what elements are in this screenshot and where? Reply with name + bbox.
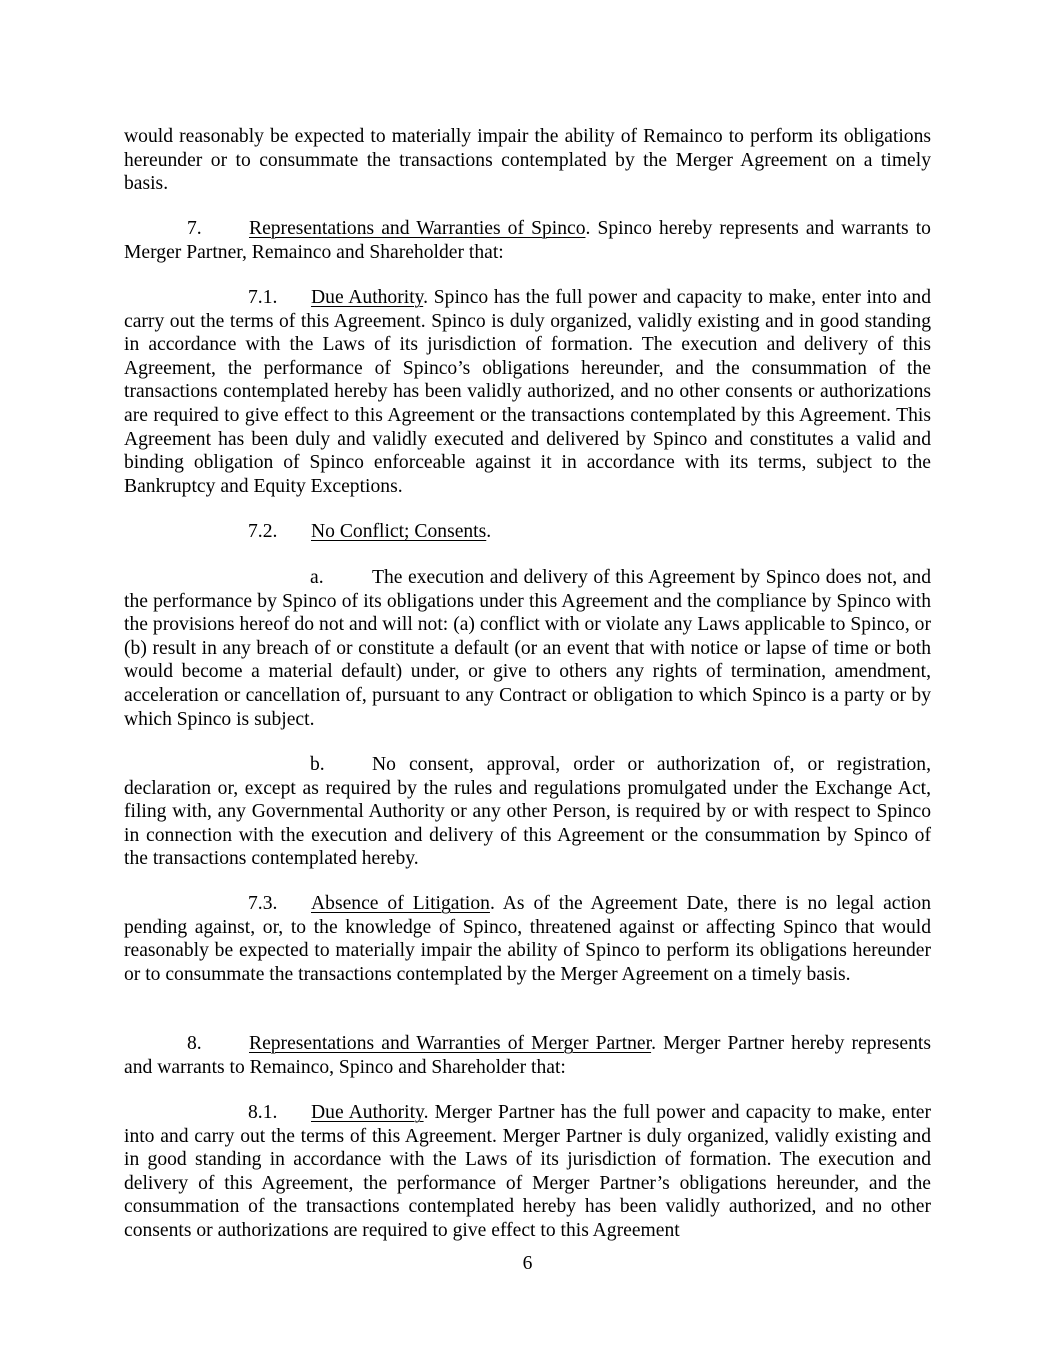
section-text: . Merger Partner hereby represents and warrants to Remainco, Spinco and Shareholder that: (124, 1033, 931, 1078)
section-8-1 (124, 1101, 931, 1243)
section-heading: No Conflict; Consents (311, 521, 487, 542)
section-number: 7.2. (248, 521, 278, 542)
section-7-2-a (124, 566, 931, 731)
section-text: . (486, 521, 492, 542)
section-heading: Representations and Warranties of Spinco (249, 218, 586, 239)
section-number: 7.3. (248, 893, 278, 914)
page-number: 6 (522, 1253, 533, 1274)
section-7-2-b (124, 753, 931, 871)
section-number: 8.1. (248, 1102, 278, 1123)
paragraph-text: would reasonably be expected to materially impair the ability of Remainco to perform its obligations hereunder or to consummate the transactions contemplated by the Merger Agreement on a timely basis. (124, 126, 931, 195)
section-text: . Spinco hereby represents and warrants to Merger Partner, Remainco and Shareholder that: (124, 218, 931, 263)
section-8 (124, 1032, 931, 1079)
clause-letter: a. (310, 567, 324, 588)
section-heading: Due Authority (311, 1102, 424, 1123)
section-text: . As of the Agreement Date, there is no legal action pending against, or, to the knowledge of Spinco, threatened against or affecting Spinco that would reasonably be expected to materially impair the ability of Spinco to perform its obligations hereunder or to consummate the transactions contemplated by the Merger Agreement on a timely basis. (124, 893, 931, 985)
section-number: 7. (187, 218, 202, 239)
section-number: 7.1. (248, 287, 278, 308)
section-number: 8. (187, 1033, 202, 1054)
section-7-2 (124, 520, 931, 544)
section-7 (124, 217, 931, 264)
section-7-3 (124, 892, 931, 986)
clause-text: No consent, approval, order or authorization of, or registration, declaration or, except as required by the rules and regulations promulgated under the Exchange Act, filing with, any Governmental Authority or any other Person, is required by or with respect to Spinco in connection with the execution and delivery of this Agreement or the consummation by Spinco of the transactions contemplated hereby. (124, 754, 931, 870)
section-text: . Merger Partner has the full power and capacity to make, enter into and carry out the terms of this Agreement. Merger Partner is duly organized, validly existing and in good standing in accordance with the Laws of its jurisdiction of formation. The execution and delivery of this Agreement, the performance of Merger Partner’s obligations hereunder, and the consummation of the transactions contemplated hereby has been validly authorized, and no other consents or authorizations are required to give effect to this Agreement (124, 1102, 932, 1241)
section-heading: Absence of Litigation (311, 893, 490, 914)
section-text: . Spinco has the full power and capacity to make, enter into and carry out the terms of this Agreement. Spinco is duly organized, validly existing and in good standing in accordance with the Laws of its jurisdiction of formation. The execution and delivery of this Agreement, the performance of Spinco’s obligations hereunder, and the consummation of the transactions contemplated hereby has been validly authorized, and no other consents or authorizations are required to give effect to this Agreement or the transactions contemplated by this Agreement. This Agreement has been duly and validly executed and delivered by Spinco and constitutes a valid and binding obligation of Spinco enforceable against it in accordance with its terms, subject to the Bankruptcy and Equity Exceptions. (124, 287, 931, 497)
section-heading: Due Authority (311, 287, 424, 308)
section-7-1 (124, 286, 931, 498)
paragraph-continuation (124, 125, 931, 196)
clause-text: The execution and delivery of this Agreement by Spinco does not, and the performance by Spinco of its obligations under this Agreement and the compliance by Spinco with the provisions hereof do not and will not: (a) conflict with or violate any Laws applicable to Spinco, or (b) result in any breach of or constitute a default (or an event that with notice or lapse of time or both would become a material default) under, or give to others any rights of termination, amendment, acceleration or cancellation of, pursuant to any Contract or obligation to which Spinco is a party or by which Spinco is subject. (124, 567, 931, 730)
clause-letter: b. (310, 754, 325, 775)
section-heading: Representations and Warranties of Merger Partner (249, 1033, 652, 1054)
